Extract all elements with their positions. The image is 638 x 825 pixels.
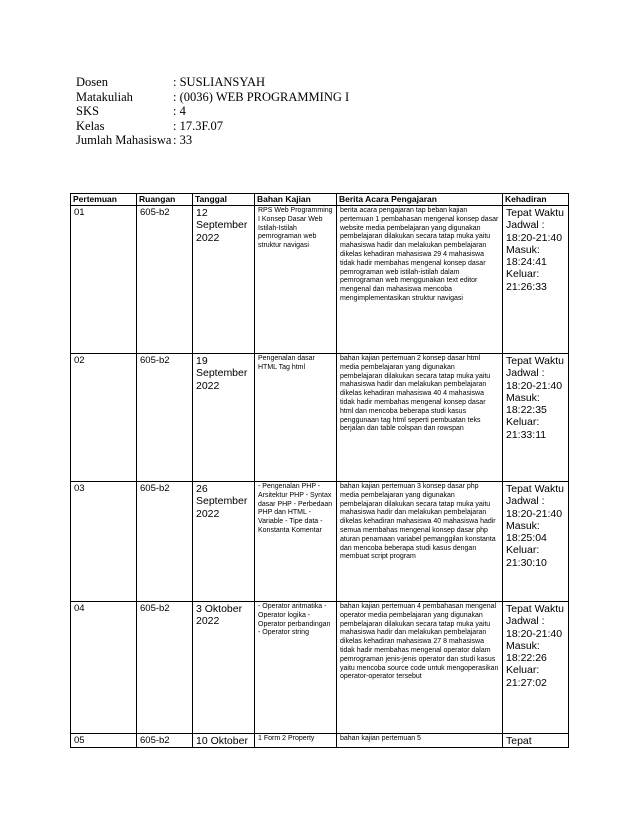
- cell-kehadiran: Tepat Waktu Jadwal : 18:20-21:40 Masuk: 18:22:26 Keluar: 21:27:02: [503, 602, 569, 734]
- table-header-row: [71, 194, 569, 206]
- cell-berita-acara: bahan kajian pertemuan 2 konsep dasar html media pembelajaran yang digunakan pembelajaran dilakukan secara tatap muka yaitu mahasiswa hadir dan melakukan pembelajaran dikelas kehadiran mahasiswa 40 4 mahasiswa tidak hadir membahas mengenal konsep dasar html dan mencoba beberapa studi kasus penggunaan tag html seperti pembuatan teks berjalan dan table colspan dan rowspan: [337, 354, 503, 482]
- cell-pertemuan: 04: [71, 602, 137, 734]
- course-info: [76, 75, 349, 148]
- sks-row: [76, 104, 349, 119]
- jumlah-value: : 33: [173, 133, 193, 148]
- cell-bahan-kajian: 1 Form 2 Property: [255, 734, 337, 748]
- cell-berita-acara: berita acara pengajaran tap beban kajian pertemuan 1 pembahasan mengenal konsep dasar website media pembelajaran yang digunakan pembelajaran dilakukan secara tatap muka yaitu mahasiswa hadir dan melakukan pembelajaran dikelas kehadiran mahasiswa 29 4 mahasiswa tidak hadir membahas mengenal konsep dasar pemrograman web istilah-istilah dalam pemrograman web menggunakan text editor mengenal dan mahasiswa mencoba mengimplementasikan struktur navigasi: [337, 206, 503, 354]
- table-row: [71, 206, 569, 354]
- dosen-value: : SUSLIANSYAH: [173, 75, 266, 89]
- table-row: [71, 734, 569, 748]
- sks-value: : 4: [173, 104, 186, 119]
- cell-tanggal: 19 September 2022: [193, 354, 255, 482]
- attendance-table: [70, 193, 569, 748]
- header-kehadiran: Kehadiran: [503, 194, 569, 206]
- cell-kehadiran: Tepat Waktu Jadwal : 18:20-21:40 Masuk: 18:22:35 Keluar: 21:33:11: [503, 354, 569, 482]
- kelas-label: Kelas: [76, 118, 105, 133]
- cell-ruangan: 605-b2: [137, 354, 193, 482]
- sks-label: SKS: [76, 104, 99, 119]
- matakuliah-value: : (0036) WEB PROGRAMMING I: [173, 89, 350, 104]
- cell-berita-acara: bahan kajian pertemuan 3 konsep dasar php media pembelajaran yang digunakan pembelajaran dilakukan secara tatap muka yaitu mahasiswa hadir dan melakukan pembelajaran dikelas kehadiran mahasiswa 40 mahasiswa hadir semua membahas mengenal konsep dasar php aturan penamaan variabel pemanggilan konstanta dan mencoba beberapa studi kasus dengan membuat script program: [337, 482, 503, 602]
- header-bahan-kajian: Bahan Kajian: [255, 194, 337, 206]
- cell-berita-acara: bahan kajian pertemuan 4 pembahasan mengenal operator media pembelajaran yang digunakan pembelajaran dilakukan secara tatap muka yaitu mahasiswa hadir dan melakukan pembelajaran dikelas kehadiran mahasiswa 27 8 mahasiswa tidak hadir membahas mengenal operator dalam pemrograman jenis-jenis operator dan studi kasus yaitu mencoba source code untuk mengoperasikan operator-operator tersebut: [337, 602, 503, 734]
- cell-ruangan: 605-b2: [137, 734, 193, 748]
- header-ruangan: Ruangan: [137, 194, 193, 206]
- kelas-value: : 17.3F.07: [173, 118, 224, 133]
- header-berita-acara: Berita Acara Pengajaran: [337, 194, 503, 206]
- cell-pertemuan: 01: [71, 206, 137, 354]
- table-row: [71, 354, 569, 482]
- table-row: [71, 482, 569, 602]
- cell-bahan-kajian: RPS Web Programming I Konsep Dasar Web Istilah-Istilah pemrograman web struktur navigasi: [255, 206, 337, 354]
- cell-tanggal: 26 September 2022: [193, 482, 255, 602]
- header-pertemuan: Pertemuan: [71, 194, 137, 206]
- cell-berita-acara: bahan kajian pertemuan 5: [337, 734, 503, 748]
- dosen-row: [76, 75, 349, 90]
- cell-bahan-kajian: - Pengenalan PHP - Arsitektur PHP - Syntax dasar PHP - Perbedaan PHP dan HTML - Variable - Tipe data - Konstanta Komentar: [255, 482, 337, 602]
- header-tanggal: Tanggal: [193, 194, 255, 206]
- kelas-row: [76, 119, 349, 134]
- jumlah-label: Jumlah Mahasiswa: [76, 133, 172, 148]
- cell-pertemuan: 02: [71, 354, 137, 482]
- cell-kehadiran: Tepat: [503, 734, 569, 748]
- cell-bahan-kajian: - Operator aritmatika - Operator logika - Operator perbandingan - Operator string: [255, 602, 337, 734]
- cell-bahan-kajian: Pengenalan dasar HTML Tag html: [255, 354, 337, 482]
- cell-pertemuan: 03: [71, 482, 137, 602]
- table-row: [71, 602, 569, 734]
- cell-pertemuan: 05: [71, 734, 137, 748]
- cell-kehadiran: Tepat Waktu Jadwal : 18:20-21:40 Masuk: 18:24:41 Keluar: 21:26:33: [503, 206, 569, 354]
- cell-ruangan: 605-b2: [137, 602, 193, 734]
- cell-tanggal: 3 Oktober 2022: [193, 602, 255, 734]
- matakuliah-label: Matakuliah: [76, 89, 133, 104]
- cell-tanggal: 10 Oktober: [193, 734, 255, 748]
- cell-ruangan: 605-b2: [137, 482, 193, 602]
- cell-ruangan: 605-b2: [137, 206, 193, 354]
- jumlah-row: [76, 133, 349, 148]
- cell-tanggal: 12 September 2022: [193, 206, 255, 354]
- dosen-label: Dosen: [76, 75, 108, 89]
- matakuliah-row: [76, 90, 349, 105]
- cell-kehadiran: Tepat Waktu Jadwal : 18:20-21:40 Masuk: 18:25:04 Keluar: 21:30:10: [503, 482, 569, 602]
